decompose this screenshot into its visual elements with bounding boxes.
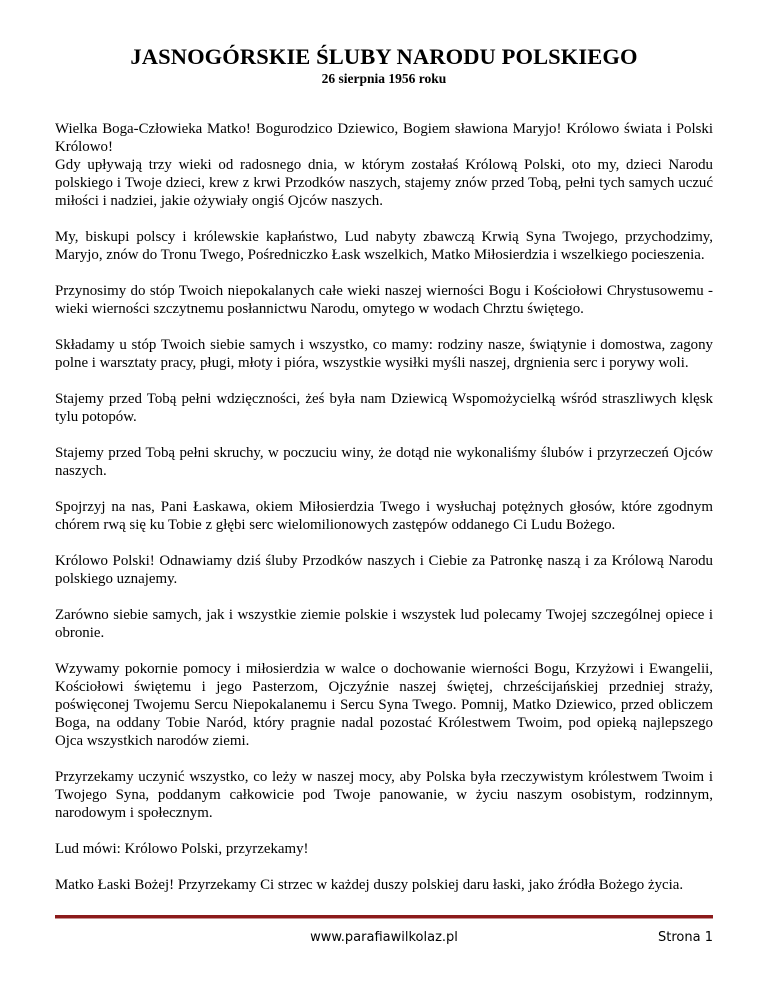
document-body <box>55 120 713 912</box>
paragraph: Zarówno siebie samych, jak i wszystkie ziemie polskie i wszystek lud polecamy Twojej szczególnej opiece i obronie. <box>55 607 713 641</box>
paragraph: Królowo Polski! Odnawiamy dziś śluby Przodków naszych i Ciebie za Patronkę naszą i za Królową Narodu polskiego uznajemy. <box>55 553 713 587</box>
footer-divider <box>55 915 713 919</box>
footer-page-number: Strona 1 <box>658 930 713 945</box>
paragraph: Matko Łaski Bożej! Przyrzekamy Ci strzec w każdej duszy polskiej daru łaski, jako źródła Bożego życia. <box>55 877 684 893</box>
footer-website: www.parafiawilkolaz.pl <box>310 930 458 945</box>
paragraph: Przynosimy do stóp Twoich niepokalanych całe wieki naszej wierności Bogu i Kościołowi Chrystusowemu - wieki wierności szczytnemu posłannictwu Narodu, omytego w wodach Chrztu świętego. <box>55 283 713 317</box>
paragraph: Wzywamy pokornie pomocy i miłosierdzia w walce o dochowanie wierności Bogu, Krzyżowi i Ewangelii, Kościołowi świętemu i jego Pasterzom, Ojczyźnie naszej świętej, chrześcijańskiej przedniej straży, poświęconej Twojemu Sercu Niepokalanemu i Sercu Syna Twego. Pomnij, Matko Dziewico, przed obliczem Boga, na oddany Tobie Naród, który pragnie nadal pozostać Królestwem Twoim, pod opieką najlepszego Ojca wszystkich narodów ziemi. <box>55 661 713 749</box>
document-date: 26 sierpnia 1956 roku <box>321 71 447 86</box>
paragraph: Składamy u stóp Twoich siebie samych i wszystko, co mamy: rodziny nasze, świątynie i domostwa, zagony polne i warsztaty pracy, pługi, młoty i pióra, wszystkie wysiłki myśli naszej, drgnienia serc i porywy woli. <box>55 337 713 371</box>
paragraph: Stajemy przed Tobą pełni skruchy, w poczuciu winy, że dotąd nie wykonaliśmy ślubów i przyrzeczeń Ojców naszych. <box>55 445 713 479</box>
paragraph: Przyrzekamy uczynić wszystko, co leży w naszej mocy, aby Polska była rzeczywistym królestwem Twoim i Twojego Syna, poddanym całkowicie pod Twoje panowanie, w życiu naszym osobistym, rodzinnym, narodowym i społecznym. <box>55 769 713 821</box>
document-title: JASNOGÓRSKIE ŚLUBY NARODU POLSKIEGO <box>130 44 638 69</box>
paragraph: My, biskupi polscy i królewskie kapłaństwo, Lud nabyty zbawczą Krwią Syna Twojego, przychodzimy, Maryjo, znów do Tronu Twego, Pośredniczko Łask wszelkich, Matko Miłosierdzia i wszelkiego pocieszenia. <box>55 229 713 263</box>
paragraph: Stajemy przed Tobą pełni wdzięczności, żeś była nam Dziewicą Wspomożycielką wśród straszliwych klęsk tylu potopów. <box>55 391 713 425</box>
paragraph-people-response: Lud mówi: Królowo Polski, przyrzekamy! <box>55 841 309 857</box>
paragraph: Gdy upływają trzy wieki od radosnego dnia, w którym zostałaś Królową Polski, oto my, dzieci Narodu polskiego i Twoje dzieci, krew z krwi Przodków naszych, stajemy znów przed Tobą, pełni tych samych uczuć miłości i nadziei, jakie ożywiały ongiś Ojców naszych. <box>55 157 713 209</box>
paragraph-invocation: Wielka Boga-Człowieka Matko! Bogurodzico Dziewico, Bogiem sławiona Maryjo! Królowo świata i Polski Królowo! <box>55 121 713 155</box>
paragraph: Spojrzyj na nas, Pani Łaskawa, okiem Miłosierdzia Twego i wysłuchaj potężnych głosów, które zgodnym chórem rwą się ku Tobie z głębi serc wielomilionowych zastępów oddanego Ci Ludu Bożego. <box>55 499 713 533</box>
